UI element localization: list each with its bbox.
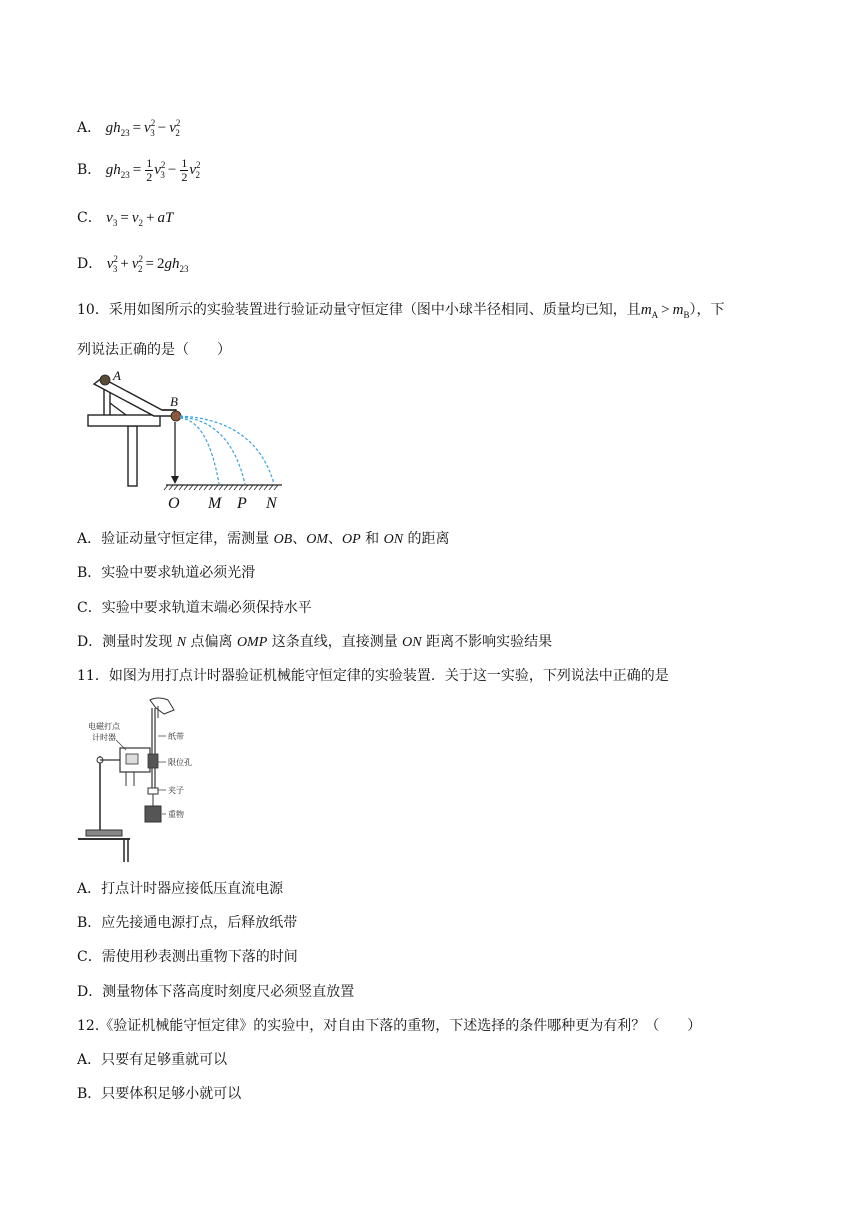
label-timer-2: 计时器 [92,733,116,742]
formula: $v_3 = v_2$ + aT [106,210,174,228]
q11-option-c[interactable]: C．需使用秒表测出重物下落的时间 [77,949,298,965]
q10-option-c[interactable]: C．实验中要求轨道末端必须保持水平 [77,600,312,616]
hand [150,698,174,714]
stand-base [88,415,160,426]
label-b: B [170,394,178,409]
label-m: M [208,495,222,512]
q12-option-a[interactable]: A．只要有足够重就可以 [77,1052,228,1068]
label-o: O [168,495,180,512]
collision-apparatus-figure [80,366,300,512]
q11-option-d[interactable]: D．测量物体下落高度时刻度尺必须竖直放置 [77,984,355,1000]
q9-option-d[interactable]: D． $v^2_3 + v^2_2 = 2gh_{23}$ [77,254,189,274]
clip [148,788,158,794]
q12-option-b[interactable]: B．只要体积足够小就可以 [77,1086,242,1102]
q9-option-c[interactable]: C． $v_3 = v_2$ + aT [77,210,174,228]
label-n: N [266,495,277,512]
trajectory-n [180,416,274,484]
label-hole: 限位孔 [168,758,192,767]
q11-stem: 11．如图为用打点计时器验证机械能守恒定律的实验装置．关于这一实验，下列说法中正确的是 [77,668,669,684]
q9-option-a[interactable]: A． $gh_{23} = v^2_3 - v^2_2$ [77,118,181,138]
q12-stem: 12.《验证机械能守恒定律》的实验中，对自由下落的重物，下述选择的条件哪种更为有利？（ ） [77,1018,702,1034]
ball-a [100,375,110,385]
label-a: A [113,368,121,383]
formula: $gh_{23}$ = $\frac{1}{2}$ $v^2_3$ − $\frac{1}{2}$ $v^2_2$ [105,156,201,184]
q10-option-a[interactable]: A．验证动量守恒定律，需测量 OB、OM、OP 和 ON 的距离 [77,531,450,547]
q11-option-a[interactable]: A．打点计时器应接低压直流电源 [77,881,284,897]
q10-option-b[interactable]: B．实验中要求轨道必须光滑 [77,565,256,581]
stand-post [128,426,137,486]
ball-b [171,411,181,421]
weight [145,806,161,822]
formula: $v^2_3 + v^2_2 = 2gh_{23}$ [106,254,189,274]
q10-stem-line2: 列说法正确的是（ ） [77,342,231,358]
label-clip: 夹子 [168,786,184,795]
ticker-timer-figure [78,696,198,864]
label-timer-1: 电磁打点 [88,722,120,731]
q9-option-b[interactable]: B． $gh_{23}$ = $\frac{1}{2}$ $v^2_3$ − $\frac{1}{2}$ $v^2_2$ [77,156,201,184]
trajectory-p [180,417,245,484]
q11-option-b[interactable]: B．应先接通电源打点，后释放纸带 [77,915,298,931]
formula: $gh_{23} = v^2_3 - v^2_2$ [105,118,181,138]
label-weight: 重物 [168,810,184,819]
q10-stem: 10．采用如图所示的实验装置进行验证动量守恒定律（图中小球半径相同、质量均已知，且$m_A > m_B$），下 [77,302,725,320]
label-p: P [237,495,247,512]
label-tape: 纸带 [168,732,184,741]
stand-base [86,830,122,836]
q10-option-d[interactable]: D．测量时发现 N 点偏离 OMP 这条直线，直接测量 ON 距离不影响实验结果 [77,634,553,650]
